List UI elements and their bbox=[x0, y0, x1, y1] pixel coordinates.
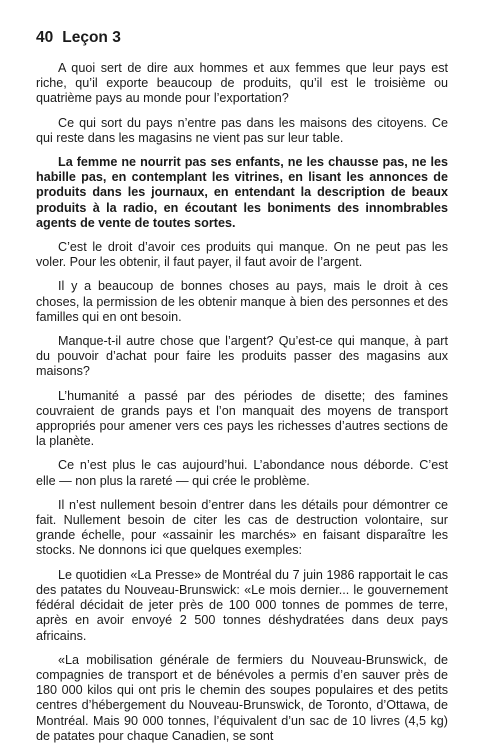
page-number: 40 bbox=[36, 29, 54, 46]
paragraph: Il y a beaucoup de bonnes choses au pays, mais le droit à ces choses, la permission de les obtenir manque à bien des personnes et des familles qui en ont besoin. bbox=[36, 279, 448, 324]
page bbox=[36, 28, 448, 753]
paragraph: Il n’est nullement besoin d’entrer dans les détails pour démontrer ce fait. Nullement besoin de citer les cas de destruction volontaire, sur grande échelle, pour «assainir les marchés» en faisant disparaître les stocks. Ne donnons ici que quelques exemples: bbox=[36, 497, 448, 558]
paragraph: «La mobilisation générale de fermiers du Nouveau-Brunswick, de compagnies de transport et de bénévoles a permis d’en sauver près de 180 000 kilos qui ont pris le chemin des soupes populaires et des petits centres d’hébergement du Nouveau-Brunswick, de Toronto, d’Ottawa, de Montréal. Mais 90 000 tonnes, l’équivalent d’un sac de 10 livres (4,5 kg) de patates pour chaque Canadien, se sont bbox=[36, 652, 448, 743]
paragraph: L’humanité a passé par des périodes de disette; des famines couvraient de grands pays et l’on manquait des moyens de transport appropriés pour amener vers ces pays les richesses d’autres sections de la planète. bbox=[36, 388, 448, 449]
body-text bbox=[36, 61, 448, 744]
page-header bbox=[36, 28, 448, 48]
chapter-title: Leçon 3 bbox=[62, 29, 121, 46]
paragraph: A quoi sert de dire aux hommes et aux femmes que leur pays est riche, qu’il exporte beaucoup de produits, qu’il est le troisième ou quatrième pays au monde pour l’exportation? bbox=[36, 61, 448, 106]
paragraph: C’est le droit d’avoir ces produits qui manque. On ne peut pas les voler. Pour les obtenir, il faut payer, il faut avoir de l’argent. bbox=[36, 240, 448, 270]
paragraph: Le quotidien «La Presse» de Montréal du 7 juin 1986 rapportait le cas des patates du Nouveau-Brunswick: «Le mois dernier... le gouvernement fédéral décidait de jeter près de 100 000 tonnes de pommes de terre, après en avoir envoyé 2 500 tonnes déshydratées dans deux pays africains. bbox=[36, 567, 448, 643]
paragraph: Ce n’est plus le cas aujourd’hui. L’abondance nous déborde. C’est elle — non plus la rareté — qui crée le problème. bbox=[36, 458, 448, 488]
paragraph: Manque-t-il autre chose que l’argent? Qu’est-ce qui manque, à part du pouvoir d’achat pour faire les produits passer des magasins aux maisons? bbox=[36, 334, 448, 379]
paragraph-bold: La femme ne nourrit pas ses enfants, ne les chausse pas, ne les habille pas, en contemplant les vitrines, en lisant les annonces de produits dans les journaux, en entendant la description de beaux produits à la radio, en écoutant les boniments des innombrables agents de vente de toutes sortes. bbox=[36, 155, 448, 230]
paragraph: Ce qui sort du pays n’entre pas dans les maisons des citoyens. Ce qui reste dans les magasins ne vient pas sur leur table. bbox=[36, 115, 448, 145]
